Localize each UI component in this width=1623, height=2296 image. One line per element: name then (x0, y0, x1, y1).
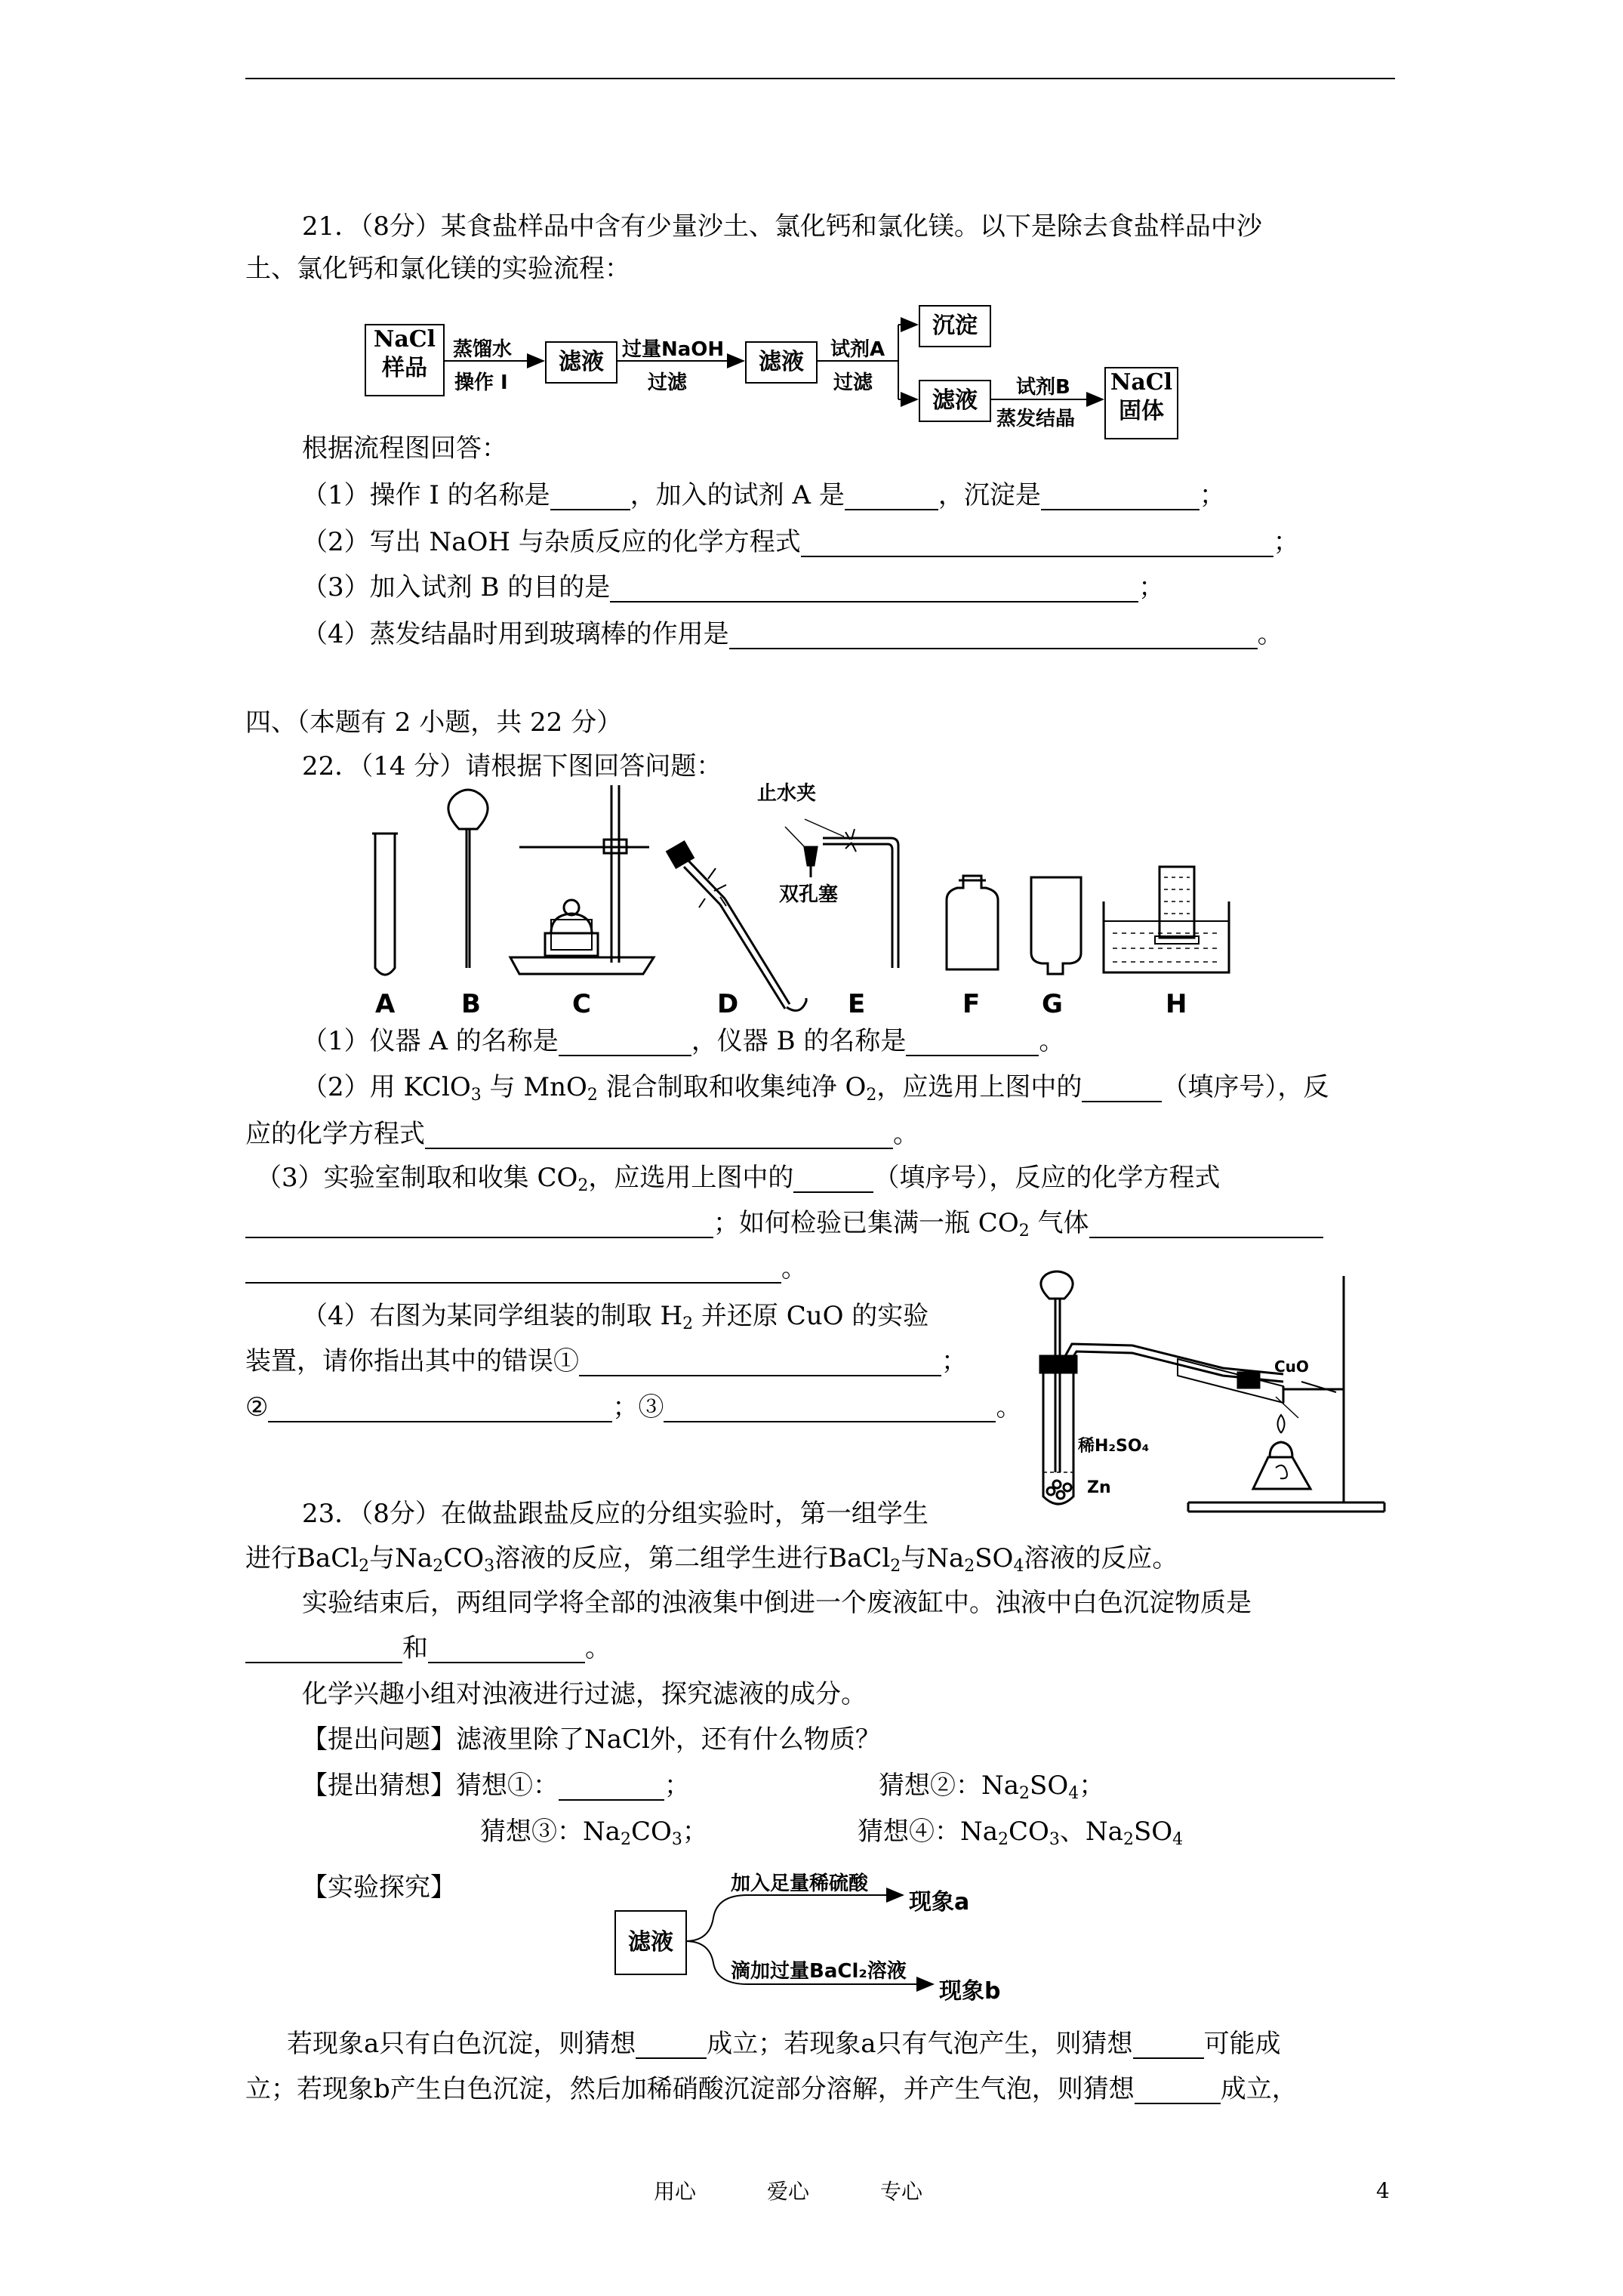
q22-intro: 22．（14 分）请根据下图回答问题： (302, 751, 722, 781)
flow-step2-bottom: 过滤 (648, 371, 688, 394)
q23-concl-c: 可能成 (1203, 2029, 1281, 2059)
flow-filtrate1-box: 滤液 (545, 341, 617, 384)
q22-p2-text-h: （填序号），反 (1162, 1072, 1329, 1102)
q23-guess4-c: CO (1009, 1817, 1049, 1847)
q23-l2-j: 2 (964, 1557, 975, 1576)
q23-guess2-c: SO (1030, 1771, 1069, 1801)
q23-l2-m: 溶液的反应。 (1024, 1543, 1178, 1573)
label-clamp: 止水夹 (757, 782, 817, 805)
q23-l2-a: 进行BaCl (245, 1543, 359, 1573)
q23-guess3-d: 3 (671, 1830, 682, 1849)
flow-precipitate-box: 沉淀 (919, 305, 991, 347)
flow-step3-bottom: 过滤 (833, 371, 873, 394)
q22-p3-text-h: 。 (781, 1253, 807, 1284)
flow-sample-line1: NaCl (373, 326, 436, 353)
q22-p4-sub-1: 2 (682, 1314, 694, 1333)
q22-p2-text-i: 应的化学方程式 (245, 1119, 425, 1149)
flow-step4-bottom: 蒸发结晶 (996, 408, 1076, 430)
q23-guess1-end: ； (664, 1771, 690, 1801)
q22-p3-text-g: 气体 (1029, 1208, 1089, 1238)
q23-blank-concl-1[interactable] (636, 2032, 707, 2059)
flow-solid-line2: 固体 (1119, 398, 1164, 424)
q23-guess3-c: CO (631, 1817, 672, 1847)
q22-p3-text-c: ，应选用上图中的 (588, 1163, 794, 1193)
label-zn: Zn (1087, 1478, 1111, 1497)
q21-part3-text-b: ； (1138, 572, 1165, 603)
q23-guess3-a: 猜想③：Na (480, 1817, 621, 1847)
q23-l2-c: 与Na (369, 1543, 433, 1573)
q23-conclusion-line2 (245, 2074, 1298, 2104)
q23-l4-a: 和 (402, 1633, 428, 1663)
footer-page-number: 4 (1376, 2178, 1390, 2203)
q23-l2-b: 2 (359, 1557, 370, 1576)
q23-guess4-a: 猜想④：Na (858, 1817, 999, 1847)
footer-motto-1: 用心 (654, 2179, 697, 2204)
q23-guess4-g: SO (1133, 1817, 1173, 1847)
section4-heading: 四、（本题有 2 小题，共 22 分） (245, 707, 623, 738)
label-h: H (1166, 989, 1187, 1019)
explore-bottom-result: 现象b (939, 1978, 1001, 2005)
q23-guess4-f: 2 (1123, 1830, 1134, 1849)
q21-part4-text-b: 。 (1257, 619, 1283, 649)
q23-l2-e: CO (443, 1543, 485, 1573)
q23-guess2-a: 猜想②：Na (879, 1771, 1020, 1801)
flow-sample-line2: 样品 (382, 355, 427, 381)
q23-l2-h: 2 (890, 1557, 901, 1576)
q21-line2: 土、氯化钙和氯化镁的实验流程： (245, 254, 630, 284)
label-e: E (848, 989, 866, 1019)
flow-step3-top: 试剂A (830, 338, 885, 361)
q23-line1: 23．（8分）在做盐跟盐反应的分组实验时，第一组学生 (302, 1499, 929, 1529)
q23-guess3-b: 2 (621, 1830, 632, 1849)
q23-l2-k: SO (975, 1543, 1014, 1573)
label-stopper: 双孔塞 (779, 883, 839, 906)
footer-motto-3: 专心 (880, 2179, 923, 2204)
label-a: A (375, 989, 396, 1019)
q23-blank-concl-3[interactable] (1135, 2077, 1221, 2104)
q23-guess4-b: 2 (998, 1830, 1009, 1849)
q21-answer-intro: 根据流程图回答： (302, 433, 507, 464)
q23-blank-concl-2[interactable] (1133, 2032, 1204, 2059)
q22-p3-text-e: ；如何检验已集满一瓶 CO (713, 1208, 1019, 1238)
q23-conclusion-line1 (287, 2029, 1281, 2059)
q22-part1-text-c: 。 (1039, 1026, 1065, 1056)
q22-p3-text-a: （3）实验室制取和收集 CO (256, 1163, 578, 1193)
flow-solid-line1: NaCl (1110, 369, 1173, 396)
q21-line1: 21．（8分）某食盐样品中含有少量沙土、氯化钙和氯化镁。以下是除去食盐样品中沙 (302, 211, 1262, 242)
q22-p2-sub-1: 3 (470, 1086, 482, 1105)
label-c: C (572, 989, 591, 1019)
q23-guess1: 猜想①： (456, 1771, 559, 1801)
q23-l2-d: 2 (433, 1557, 444, 1576)
q23-concl-d: 立；若现象b产生白色沉淀，然后加稀硝酸沉淀部分溶解，并产生气泡，则猜想 (245, 2074, 1135, 2104)
label-cuo: CuO (1274, 1358, 1309, 1376)
q23-l2-l: 4 (1013, 1557, 1024, 1576)
q22-p2-text-a: （2）用 KClO (302, 1072, 471, 1102)
label-b: B (461, 989, 481, 1019)
q23-l2-i: 与Na (901, 1543, 965, 1573)
q22-p2-text-j: 。 (893, 1119, 919, 1149)
q22-p2-sub-3: 2 (866, 1086, 877, 1105)
q23-explore-tag: 【实验探究】 (302, 1872, 456, 1903)
q22-p4-text-d: 装置，请你指出其中的错误① (245, 1346, 579, 1376)
q23-line5: 化学兴趣小组对浊液进行过滤，探究滤液的成分。 (302, 1679, 867, 1709)
q21-part1-text-d: ； (1199, 480, 1225, 510)
flow-step2-top: 过量NaOH (622, 338, 725, 361)
flow-step1-bottom: 操作 I (454, 371, 508, 394)
explore-top-arrow-label: 加入足量稀硫酸 (731, 1872, 869, 1895)
q22-part1-text-b: ，仪器 B 的名称是 (691, 1026, 907, 1056)
q23-guess-tag: 【提出猜想】 (302, 1771, 456, 1801)
q22-p2-text-e: 混合制取和收集纯净 O (597, 1072, 867, 1102)
flow-filtrate3-box: 滤液 (919, 380, 991, 422)
q23-guess3-e: ； (682, 1817, 708, 1847)
q23-guess2-e: ； (1079, 1771, 1105, 1801)
q22-p4-text-e: ； (941, 1346, 967, 1376)
q21-part3-text-a: （3）加入试剂 B 的目的是 (302, 572, 611, 603)
q21-part4-text-a: （4）蒸发结晶时用到玻璃棒的作用是 (302, 619, 729, 649)
q22-p4-text-g: ；③ (612, 1392, 664, 1422)
q22-p4-text-h: 。 (996, 1392, 1022, 1422)
label-acid: 稀H₂SO₄ (1078, 1437, 1150, 1456)
q21-part1-text-c: ，沉淀是 (938, 480, 1041, 510)
q21-part2-text-b: ； (1273, 527, 1299, 557)
q22-p3-sub-2: 2 (1018, 1222, 1030, 1240)
label-d: D (717, 989, 739, 1019)
explore-filtrate-box: 滤液 (614, 1910, 687, 1975)
flow-filtrate2-box: 滤液 (745, 341, 818, 384)
q22-p2-sub-2: 2 (587, 1086, 598, 1105)
q23-l2-f: 3 (484, 1557, 495, 1576)
q23-concl-b: 成立；若现象a只有气泡产生，则猜想 (707, 2029, 1133, 2059)
q21-part1-text-b: ，加入的试剂 A 是 (630, 480, 845, 510)
explore-top-result: 现象a (909, 1889, 970, 1915)
q23-question-text: 滤液里除了NaCl外，还有什么物质？ (456, 1724, 881, 1755)
q23-concl-a: 若现象a只有白色沉淀，则猜想 (287, 2029, 636, 2059)
q22-p3-text-d: （填序号），反应的化学方程式 (873, 1163, 1221, 1193)
q23-guess2-d: 4 (1068, 1784, 1079, 1803)
q22-p4-text-a: （4）右图为某同学组装的制取 H (302, 1301, 683, 1331)
q23-l2-g: 溶液的反应，第二组学生进行BaCl (494, 1543, 891, 1573)
flow-step4-top: 试剂B (1016, 376, 1070, 399)
q22-p3-sub-1: 2 (577, 1176, 589, 1195)
q22-p4-text-c: 并还原 CuO 的实验 (693, 1301, 929, 1331)
q23-l4-b: 。 (585, 1633, 611, 1663)
q21-part1-text-a: （1）操作 I 的名称是 (302, 480, 550, 510)
q22-p2-text-g: ，应选用上图中的 (876, 1072, 1083, 1102)
q23-guess4-d: 3 (1049, 1830, 1060, 1849)
q22-part1-text-a: （1）仪器 A 的名称是 (302, 1026, 559, 1056)
q23-guess4-h: 4 (1172, 1830, 1184, 1849)
q22-p4-text-f: ② (245, 1392, 269, 1422)
flow-step1-top: 蒸馏水 (453, 338, 513, 361)
q23-guess2-b: 2 (1019, 1784, 1030, 1803)
explore-bottom-arrow-label: 滴加过量BaCl₂溶液 (731, 1960, 907, 1983)
q23-line3: 实验结束后，两组同学将全部的浊液集中倒进一个废液缸中。浊液中白色沉淀物质是 (302, 1588, 1252, 1618)
q22-p2-text-c: 与 MnO (481, 1072, 587, 1102)
q23-concl-e: 成立， (1220, 2074, 1298, 2104)
label-g: G (1042, 989, 1063, 1019)
footer-motto-2: 爱心 (767, 2179, 810, 2204)
q23-question-tag: 【提出问题】 (302, 1724, 456, 1755)
q21-part2-text-a: （2）写出 NaOH 与杂质反应的化学方程式 (302, 527, 801, 557)
label-f: F (962, 989, 981, 1019)
q23-guess4-e: 、Na (1059, 1817, 1123, 1847)
